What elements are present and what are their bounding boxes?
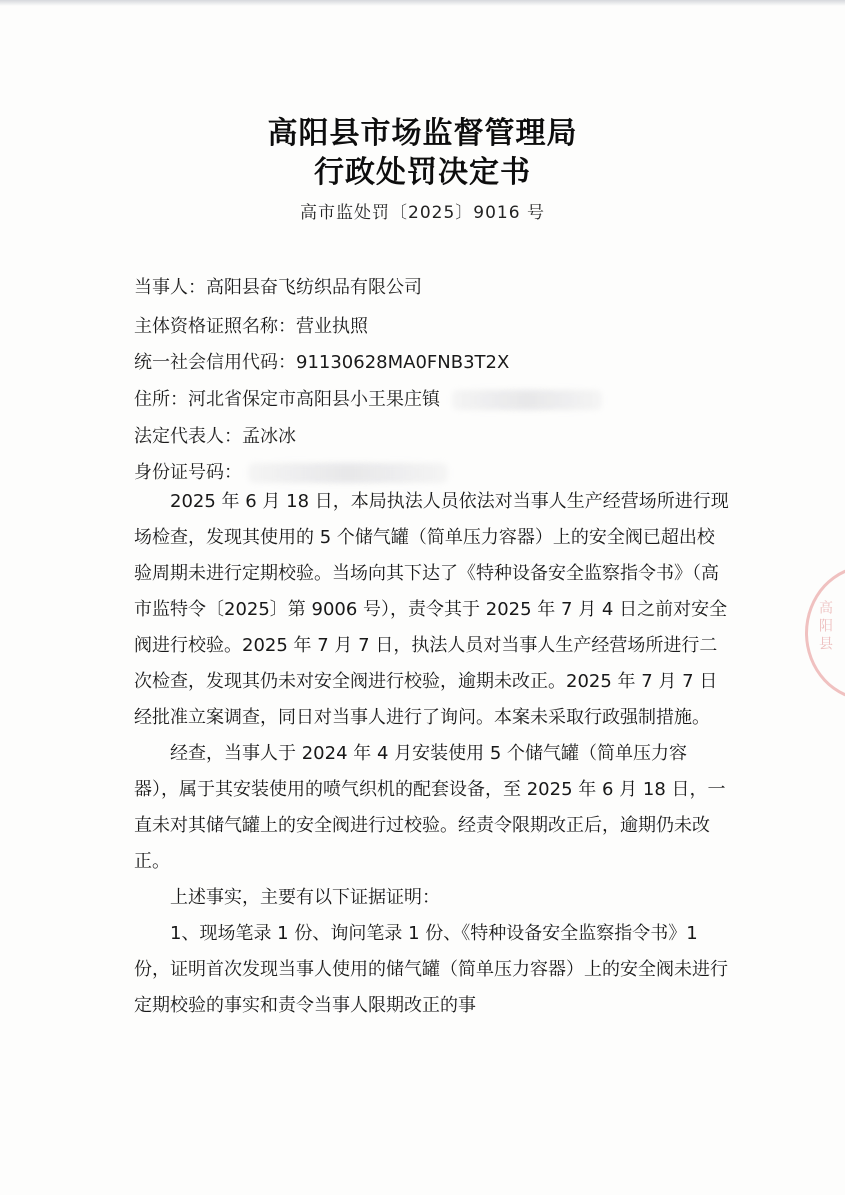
party-name-field: 当事人：高阳县奋飞纺织品有限公司 bbox=[134, 277, 422, 298]
id-number-field bbox=[134, 458, 448, 484]
scan-top-edge bbox=[0, 0, 845, 6]
address-field bbox=[134, 385, 602, 411]
paragraph-evidence-1: 1、现场笔录 1 份、询问笔录 1 份、《特种设备安全监察指令书》1 份，证明首次发现当事人使用的储气罐（简单压力容器）上的安全阀未进行定期校验的事实和责令当事人限期改正的事 bbox=[134, 923, 728, 1016]
paragraph-investigation: 经查，当事人于 2024 年 4 月安装使用 5 个储气罐（简单压力容器），属于其安装使用的喷气织机的配套设备，至 2025 年 6 月 18 日，一直未对其储气罐上的安全阀进行过校验。经责令限期改正后，逾期仍未改正。 bbox=[134, 743, 726, 872]
paragraph-facts: 2025 年 6 月 18 日，本局执法人员依法对当事人生产经营场所进行现场检查，发现其使用的 5 个储气罐（简单压力容器）上的安全阀已超出校验周期未进行定期校验。当场向其下达了《特种设备安全监察指令书》（高市监特令〔2025〕第 9006 号），责令其于 2025 年 7 月 4 日之前对安全阀进行校验。2025 年 7 月 7 日，执法人员对当事人生产经营场所进行二次检查，发现其仍未对安全阀进行校验，逾期未改正。2025 年 7 月 7 日经批准立案调查，同日对当事人进行了询问。本案未采取行政强制措施。 bbox=[134, 491, 729, 728]
paragraph-evidence-intro: 上述事实，主要有以下证据证明： bbox=[170, 887, 440, 908]
decision-body bbox=[134, 484, 729, 1024]
id-number-redaction bbox=[248, 463, 448, 483]
credit-code-field: 统一社会信用代码：91130628MA0FNB3T2X bbox=[134, 352, 510, 373]
document-number: 高市监处罚〔2025〕9016 号 bbox=[300, 203, 545, 223]
issuing-authority-title: 高阳县市场监督管理局 bbox=[267, 116, 578, 151]
official-seal-text: 高阳县 bbox=[817, 600, 833, 654]
license-type-field: 主体资格证照名称：营业执照 bbox=[134, 316, 368, 337]
address-text: 住所：河北省保定市高阳县小王果庄镇 bbox=[134, 389, 440, 410]
legal-representative-field: 法定代表人：孟冰冰 bbox=[134, 426, 296, 447]
address-redaction bbox=[452, 390, 602, 410]
document-type-title: 行政处罚决定书 bbox=[314, 155, 531, 190]
id-number-label: 身份证号码： bbox=[134, 462, 242, 483]
